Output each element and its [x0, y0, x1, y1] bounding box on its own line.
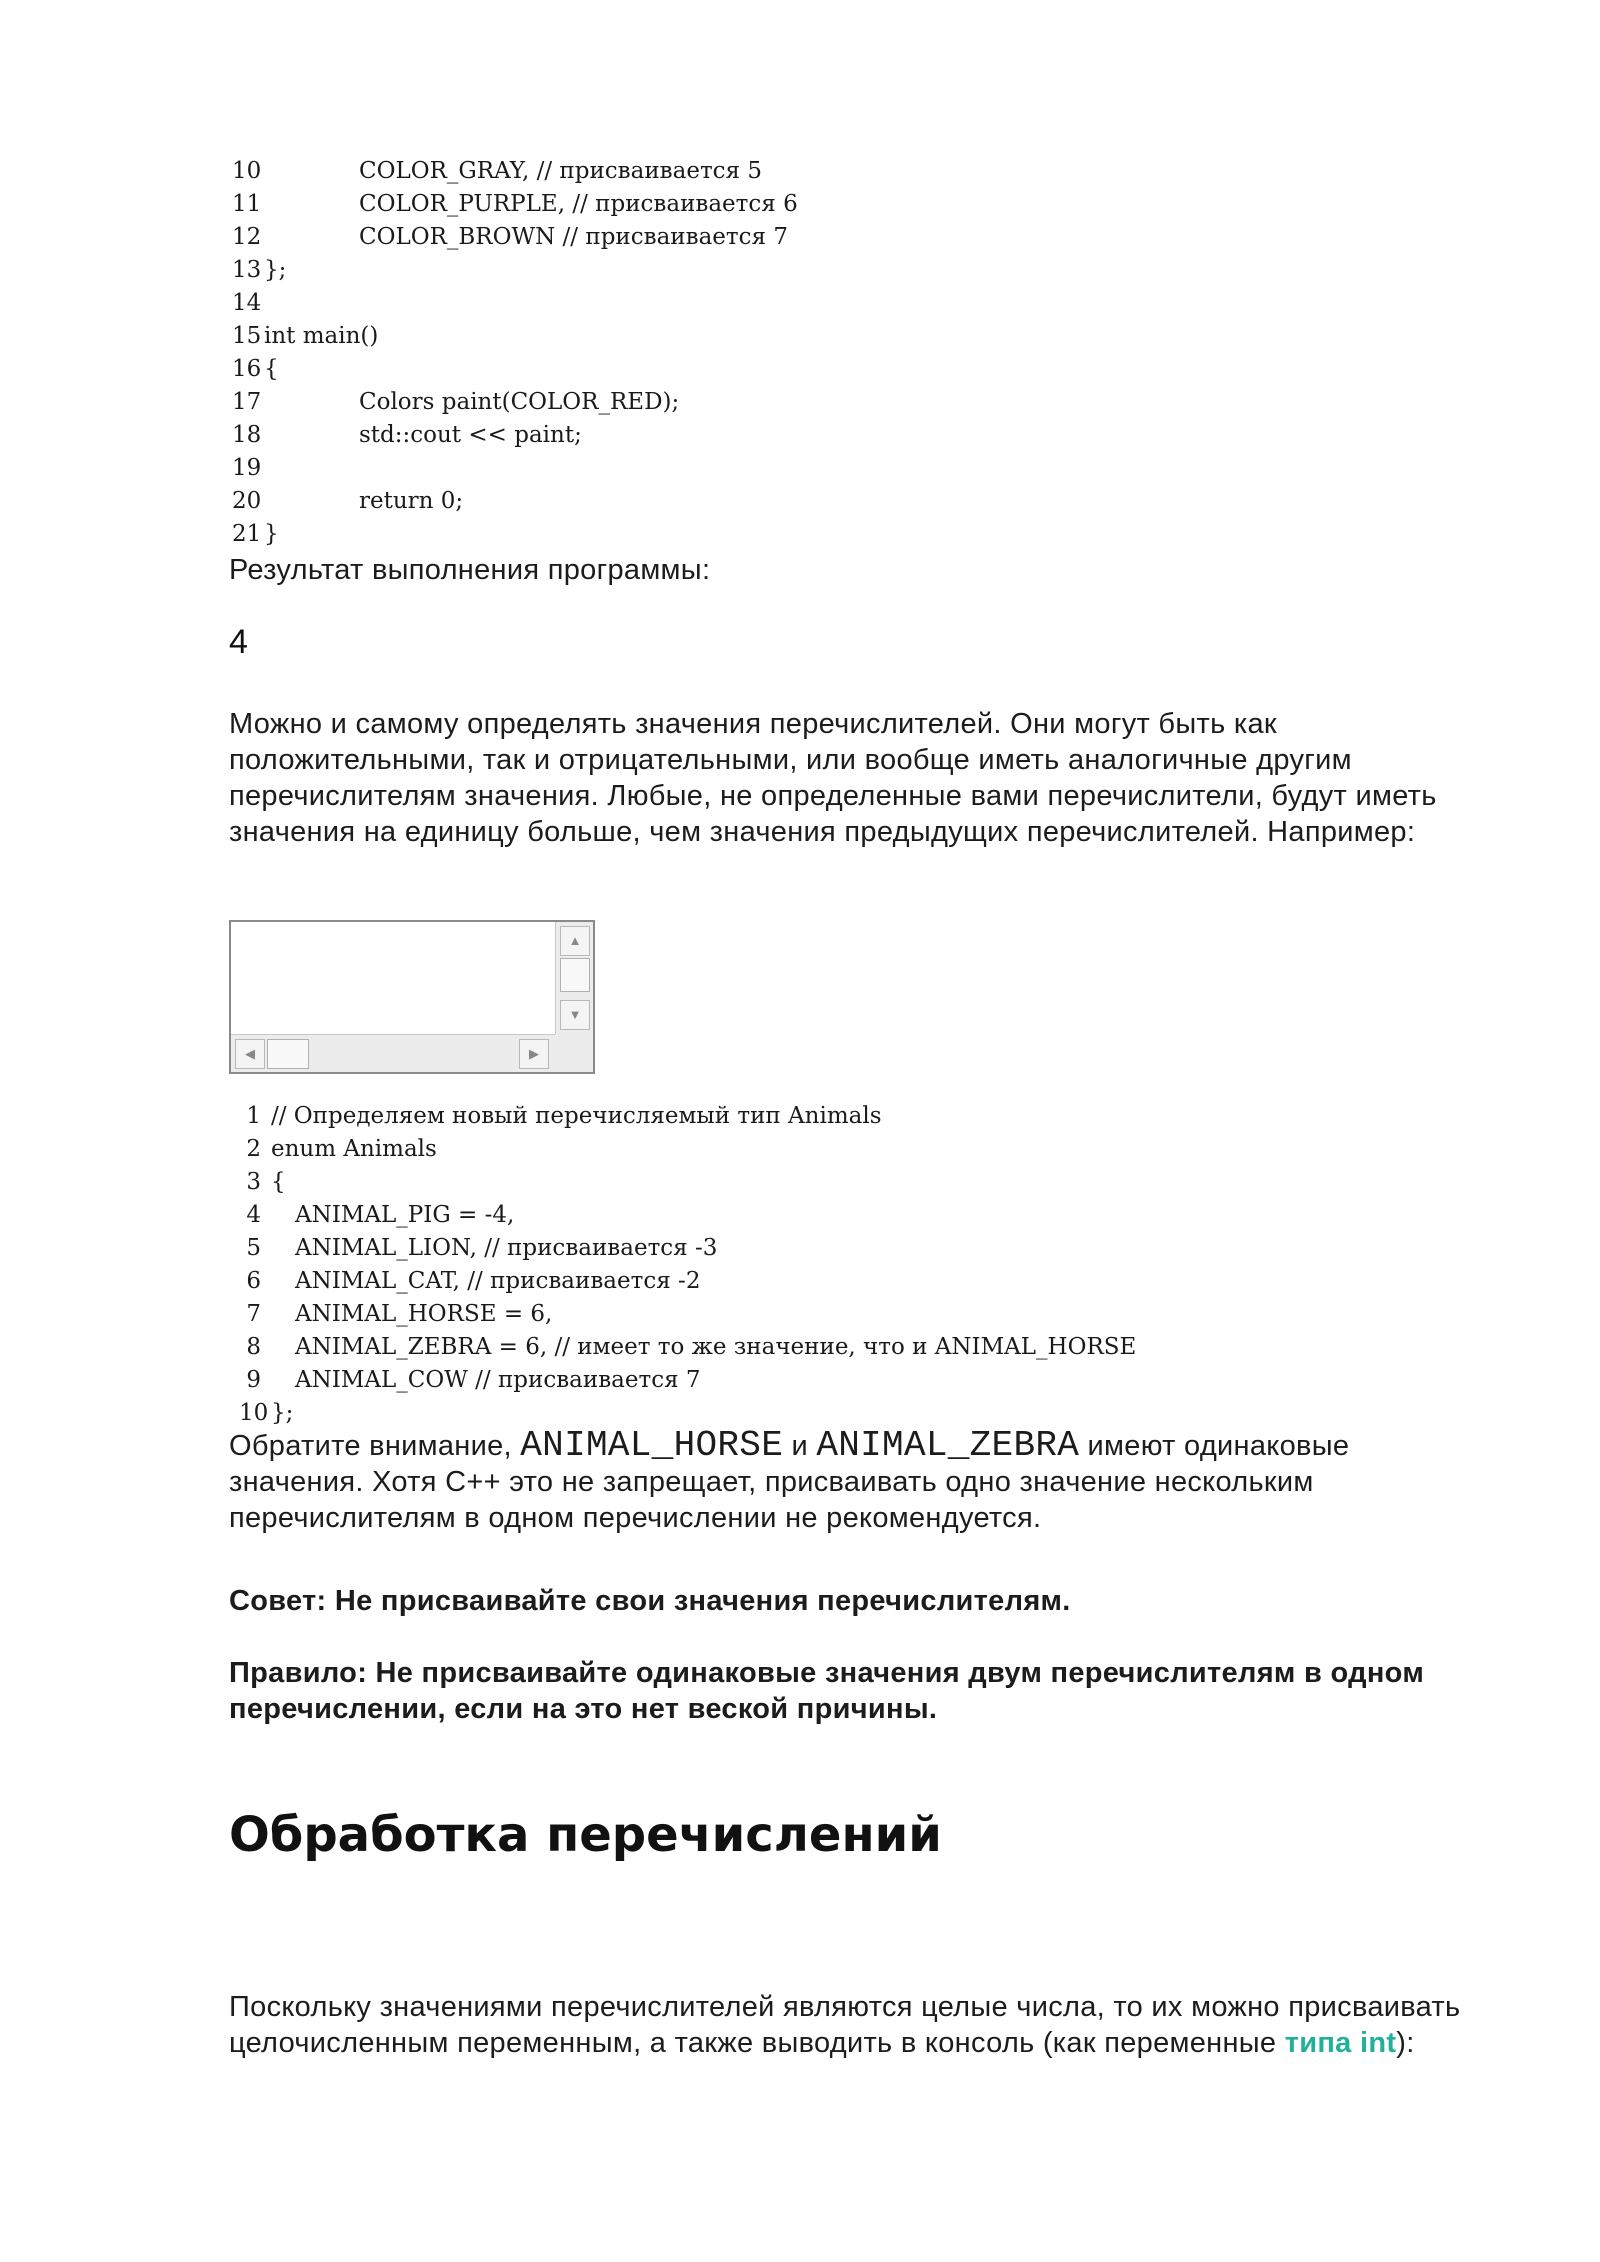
code-text: ANIMAL_LION, // присваивается -3 — [295, 1235, 718, 1261]
line-number: 10 — [232, 158, 262, 184]
scroll-right-icon[interactable]: ▶ — [519, 1039, 549, 1069]
code-line — [232, 485, 798, 518]
code-line — [232, 419, 798, 452]
code-line — [232, 155, 798, 188]
code-line — [232, 221, 798, 254]
scroll-left-icon[interactable]: ◀ — [235, 1039, 265, 1069]
line-number: 12 — [232, 224, 262, 250]
code-line — [232, 452, 798, 485]
section-heading: Обработка перечислений — [229, 1807, 942, 1863]
code-text: ANIMAL_PIG = -4, — [295, 1202, 515, 1228]
line-number: 14 — [232, 290, 262, 316]
code-line — [239, 1265, 1136, 1298]
line-number: 19 — [232, 455, 262, 481]
link-type-int[interactable]: типа int — [1284, 2027, 1397, 2059]
code-line — [232, 254, 798, 287]
line-number: 1 — [246, 1103, 261, 1129]
code-text: // Определяем новый перечисляемый тип Animals — [271, 1103, 882, 1129]
line-number: 9 — [246, 1367, 261, 1393]
vertical-scrollbar[interactable] — [555, 922, 593, 1034]
note-paragraph — [229, 1425, 1469, 1536]
line-number: 20 — [232, 488, 262, 514]
code-line — [239, 1331, 1136, 1364]
code-text: ANIMAL_HORSE = 6, — [295, 1301, 553, 1327]
code-text: return 0; — [359, 488, 464, 514]
code-text: int main() — [264, 323, 379, 349]
code-text: ANIMAL_CAT, // присваивается -2 — [295, 1268, 701, 1294]
line-number: 3 — [246, 1169, 261, 1195]
line-number: 17 — [232, 389, 262, 415]
line-number: 2 — [246, 1136, 261, 1162]
code-block-continued — [232, 155, 798, 551]
note-prefix: Обратите внимание, — [229, 1430, 521, 1462]
code-text: Colors paint(COLOR_RED); — [359, 389, 680, 415]
code-text: { — [271, 1169, 286, 1195]
code-line — [239, 1166, 1136, 1199]
rule: Правило: Не присваивайте одинаковые значения двум перечислителям в одном перечислении, если на это нет веской причины. — [229, 1657, 1425, 1725]
code-text: COLOR_PURPLE, // присваивается 6 — [359, 191, 798, 217]
paragraph-processing-text: Поскольку значениями перечислителей являются целые числа, то их можно присваивать целочисленным переменным, а также выводить в консоль (как переменные — [229, 1991, 1461, 2059]
line-number: 4 — [246, 1202, 261, 1228]
code-text: }; — [271, 1400, 294, 1426]
code-animal-horse: ANIMAL_HORSE — [520, 1425, 784, 1466]
tip: Совет: Не присваивайте свои значения перечислителям. — [229, 1585, 1071, 1617]
code-text: } — [264, 521, 279, 547]
code-line — [232, 386, 798, 419]
result-label: Результат выполнения программы: — [229, 554, 711, 586]
code-line — [239, 1100, 1136, 1133]
code-text: COLOR_GRAY, // присваивается 5 — [359, 158, 763, 184]
code-line — [232, 518, 798, 551]
paragraph-processing-after: ): — [1396, 2027, 1415, 2059]
horizontal-scrollbar[interactable] — [231, 1034, 557, 1072]
code-line — [232, 353, 798, 386]
paragraph-enumerator-values: Можно и самому определять значения перечислителей. Они могут быть как положительными, так и отрицательными, или вообще иметь аналогичные другим перечислителям значения. Любые, не определенные вами перечислители, будут иметь значения на единицу больше, чем значения предыдущих перечислителей. Например: — [229, 708, 1437, 848]
paragraph-processing — [229, 1989, 1469, 2061]
line-number: 18 — [232, 422, 262, 448]
scroll-down-icon[interactable]: ▼ — [560, 1000, 590, 1030]
vertical-scroll-thumb[interactable] — [560, 958, 590, 992]
line-number: 16 — [232, 356, 262, 382]
code-text: }; — [264, 257, 287, 283]
code-line — [232, 188, 798, 221]
line-number: 21 — [232, 521, 262, 547]
code-line — [232, 287, 798, 320]
code-text: enum Animals — [271, 1136, 437, 1162]
embedded-textarea[interactable] — [229, 920, 595, 1074]
code-text: COLOR_BROWN // присваивается 7 — [359, 224, 788, 250]
code-line — [239, 1364, 1136, 1397]
code-text: ANIMAL_ZEBRA = 6, // имеет то же значение, что и ANIMAL_HORSE — [295, 1334, 1137, 1360]
horizontal-scroll-thumb[interactable] — [267, 1039, 309, 1069]
scroll-up-icon[interactable]: ▲ — [560, 926, 590, 956]
note-suffix: имеют одинаковые значения. Хотя C++ это не запрещает, присваивать одно значение нескольким перечислителям в одном перечислении не рекомендуется. — [229, 1430, 1350, 1534]
code-line — [239, 1199, 1136, 1232]
code-animal-zebra: ANIMAL_ZEBRA — [816, 1425, 1080, 1466]
line-number: 5 — [246, 1235, 261, 1261]
note-mid: и — [783, 1430, 817, 1462]
scrollbar-corner — [555, 1034, 593, 1072]
line-number: 8 — [246, 1334, 261, 1360]
code-text: std::cout << paint; — [359, 422, 582, 448]
code-line — [232, 320, 798, 353]
code-text: ANIMAL_COW // присваивается 7 — [295, 1367, 701, 1393]
line-number: 7 — [246, 1301, 261, 1327]
code-line — [239, 1232, 1136, 1265]
line-number: 15 — [232, 323, 262, 349]
code-text: { — [264, 356, 279, 382]
result-value: 4 — [229, 623, 248, 661]
code-block-animals — [239, 1100, 1136, 1430]
code-line — [239, 1133, 1136, 1166]
line-number: 6 — [246, 1268, 261, 1294]
line-number: 10 — [239, 1400, 269, 1426]
line-number: 11 — [232, 191, 262, 217]
line-number: 13 — [232, 257, 262, 283]
code-line — [239, 1298, 1136, 1331]
